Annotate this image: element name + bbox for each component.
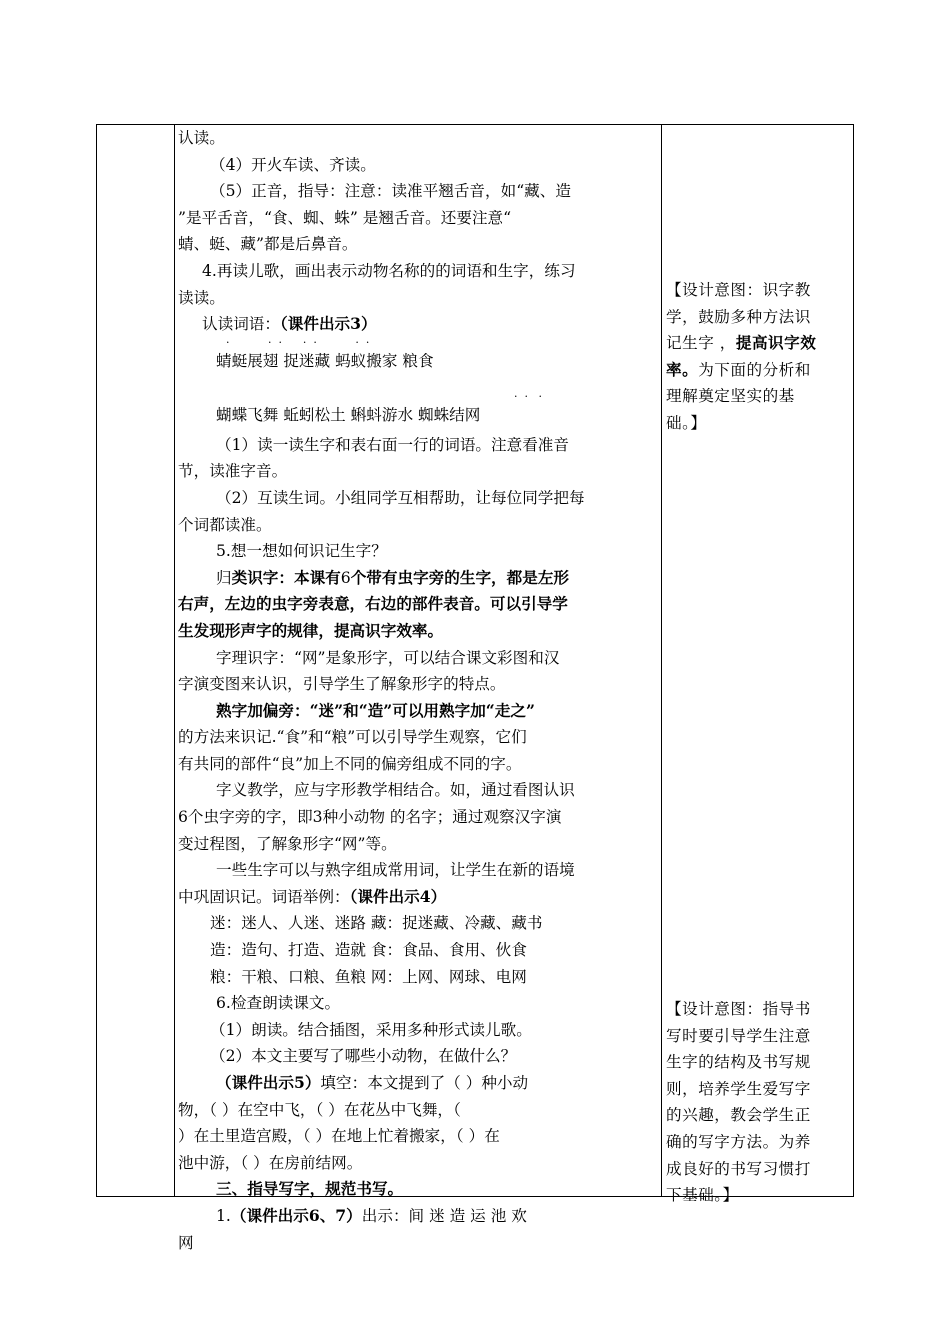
text-span: 为下面的分析和 xyxy=(698,360,811,379)
write-line xyxy=(178,1203,660,1230)
column-divider-left xyxy=(174,125,175,1196)
bold-span: 率。 xyxy=(666,359,699,379)
text-line: ）在土里造宫殿，（ ）在地上忙着搬家，（ ）在 xyxy=(178,1127,500,1146)
bold-span: 提高识字效 xyxy=(735,333,817,353)
text-span: 记生字 ， xyxy=(666,334,736,353)
side-line xyxy=(666,330,851,357)
side-line: 理解奠定坚实的基 xyxy=(666,387,795,406)
text-line: 池中游，（ ）在房前结网。 xyxy=(178,1153,363,1172)
word-intro xyxy=(178,311,660,338)
classify-prefix: 归 xyxy=(216,568,232,587)
text-line: 字理识字：“网”是象形字，可以结合课文彩图和汉 xyxy=(216,648,560,667)
text-span: 填空：本文提到了（ ）种小动 xyxy=(320,1074,529,1092)
text-line: 变过程图，了解象形字“网”等。 xyxy=(178,834,397,853)
word-row: 蝴蝶飞舞 蚯蚓松土 蝌蚪游水 蜘蛛结网 xyxy=(216,405,481,424)
text-span: 中巩固识记。词语举例： xyxy=(178,887,350,906)
side-line: 成良好的书写习惯打 xyxy=(666,1159,811,1178)
text-line: 个词都读准。 xyxy=(178,515,272,534)
text-line: （1）读一读生字和表右面一行的词语。注意看准音 xyxy=(216,435,569,454)
side-line: 确的写字方法。为养 xyxy=(666,1132,811,1151)
side-line: 生字的结构及书写规 xyxy=(666,1053,811,1072)
section-heading: 三、指导写字，规范书写。 xyxy=(216,1179,404,1199)
text-span: 出示：间 迷 造 运 池 欢 xyxy=(361,1206,527,1225)
text-line: 节，读准字音。 xyxy=(178,462,288,481)
example-line: 迷：迷人、人迷、迷路 藏：捉迷藏、冷藏、藏书 xyxy=(210,914,543,933)
classify-bold: 个带有虫字旁的生字，都是左形 xyxy=(350,567,570,587)
classify-bold: 类识字：本课有 xyxy=(231,567,341,587)
column-divider-right xyxy=(661,125,662,1196)
lesson-content xyxy=(178,125,660,1256)
text-line: （2）本文主要写了哪些小动物，在做什么？ xyxy=(210,1047,517,1066)
word-intro-label: 认读词语： xyxy=(202,315,280,334)
text-line: 的方法来识记.“食”和“粮”可以引导学生观察，它们 xyxy=(178,728,527,747)
text-line-bold: 熟字加偏旁：“迷”和“造”可以用熟字加“走之” xyxy=(216,700,535,720)
text-line: 认读。 xyxy=(178,129,225,147)
courseware-label: （课件出示3） xyxy=(279,314,377,334)
text-line: 蜻、蜓、藏”都是后鼻音。 xyxy=(178,235,358,254)
text-line: （5）正音，指导：注意：读准平翘舌音，如“藏、造 xyxy=(210,182,571,201)
side-line: 【设计意图：指导书 xyxy=(666,1000,811,1018)
text-line-bold: 右声，左边的虫字旁表意，右边的部件表音。可以引导学 xyxy=(178,594,568,614)
text-line: 有共同的部件“良”加上不同的偏旁组成不同的字。 xyxy=(178,754,522,773)
classify-line xyxy=(178,565,660,592)
example-line: 粮：干粮、口粮、鱼粮 网：上网、网球、电网 xyxy=(210,967,527,986)
text-line xyxy=(178,884,660,911)
text-line: 4.再读儿歌，画出表示动物名称的的词语和生字，练习 xyxy=(202,261,576,280)
text-line: 字演变图来认识，引导学生了解象形字的特点。 xyxy=(178,675,506,694)
side-line: 写时要引导学生注意 xyxy=(666,1026,811,1045)
text-line: 网 xyxy=(178,1233,194,1252)
text-line: 6个虫字旁的字，即3种小动物 的名字；通过观察汉字演 xyxy=(178,808,562,827)
side-line: 下基础。】 xyxy=(666,1186,739,1205)
courseware-label: （课件出示5） xyxy=(216,1073,321,1092)
lesson-plan-table xyxy=(96,124,854,1252)
example-line: 造：造句、打造、造就 食：食品、食用、伙食 xyxy=(210,941,527,960)
fill-line xyxy=(178,1070,660,1097)
side-line: 学，鼓励多种方法识 xyxy=(666,307,811,326)
emphasis-dots: · · · xyxy=(514,389,542,403)
text-line: （4）开火车读、齐读。 xyxy=(210,155,376,174)
text-line: ”是平舌音，“食、蜘、蛛” 是翘舌音。还要注意“ xyxy=(178,208,512,227)
classify-num: 6 xyxy=(340,568,351,587)
word-row: 蜻蜓展翅 捉迷藏 蚂蚁搬家 粮食 xyxy=(216,351,434,370)
emphasis-dots: · · · · · · · xyxy=(226,335,370,349)
text-line: 读读。 xyxy=(178,288,225,307)
text-line: 5.想一想如何识记生字？ xyxy=(216,542,387,561)
text-line: （1）朗读。结合插图，采用多种形式读儿歌。 xyxy=(210,1020,532,1039)
text-line: （2）互读生词。小组同学互相帮助，让每位同学把每 xyxy=(216,488,585,507)
side-line: 础。】 xyxy=(666,413,707,432)
text-line: 物，（ ）在空中飞，（ ）在花丛中飞舞，（ xyxy=(178,1100,461,1119)
side-line xyxy=(666,357,851,384)
text-span: 1. xyxy=(216,1206,231,1225)
text-line: 一些生字可以与熟字组成常用词，让学生在新的语境 xyxy=(216,861,575,880)
courseware-label: （课件出示4） xyxy=(349,886,447,906)
design-intent-2 xyxy=(666,996,851,1209)
side-line: 则，培养学生爱写字 xyxy=(666,1079,811,1098)
text-line: 字义教学，应与字形教学相结合。如，通过看图认识 xyxy=(216,781,575,800)
design-intent-1 xyxy=(666,277,851,437)
side-line: 的兴趣，教会学生正 xyxy=(666,1106,811,1125)
text-line: 6.检查朗读课文。 xyxy=(216,994,341,1013)
courseware-label: （课件出示6、7） xyxy=(230,1205,362,1225)
side-line: 【设计意图：识字教 xyxy=(666,281,811,299)
text-line-bold: 生发现形声字的规律，提高识字效率。 xyxy=(178,620,444,640)
